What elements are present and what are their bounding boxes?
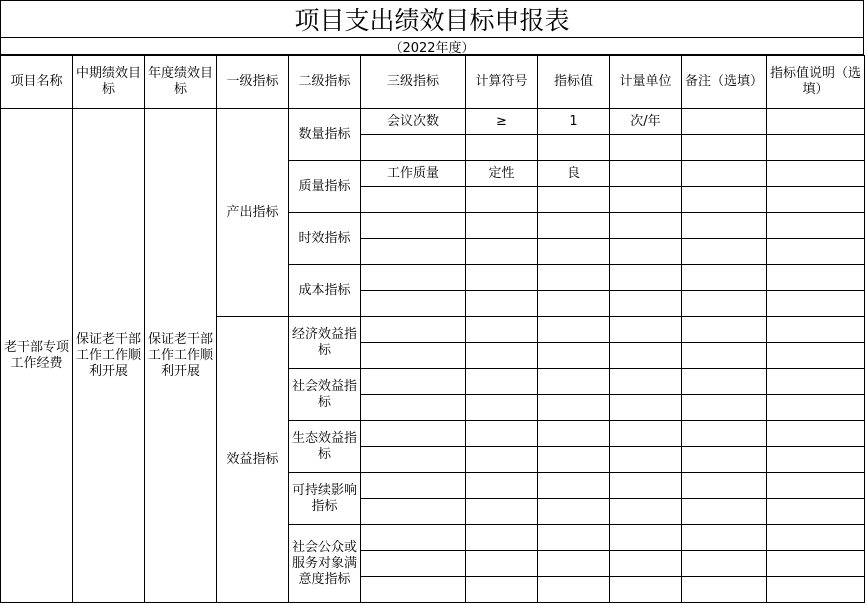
header-cell: 项目名称 [1, 56, 73, 109]
form-year: （2022年度） [0, 37, 864, 55]
header-cell: 计量单位 [610, 56, 682, 109]
explanation-cell [767, 109, 865, 135]
level2-cell: 社会效益指标 [289, 369, 361, 421]
level2-cell: 可持续影响指标 [289, 473, 361, 525]
note-cell [682, 109, 767, 135]
level2-cell: 社会公众或服务对象满意度指标 [289, 525, 361, 603]
mid-term-goal-cell: 保证老干部工作工作顺利开展 [73, 109, 145, 603]
header-cell: 二级指标 [289, 56, 361, 109]
project-name-cell: 老干部专项工作经费 [1, 109, 73, 603]
level2-cell: 质量指标 [289, 161, 361, 213]
header-cell: 中期绩效目标 [73, 56, 145, 109]
header-cell: 指标值说明（选填） [767, 56, 865, 109]
header-row [1, 56, 865, 109]
level2-cell: 成本指标 [289, 265, 361, 317]
table-row [1, 109, 865, 135]
header-cell: 计算符号 [466, 56, 538, 109]
header-cell: 备注（选填） [682, 56, 767, 109]
level2-cell: 经济效益指标 [289, 317, 361, 369]
value-cell: 1 [538, 109, 610, 135]
level2-cell: 数量指标 [289, 109, 361, 161]
header-cell: 一级指标 [217, 56, 289, 109]
level1-benefit-cell: 效益指标 [217, 317, 289, 603]
header-cell: 三级指标 [361, 56, 466, 109]
value-cell: 良 [538, 161, 610, 187]
annual-goal-cell: 保证老干部工作工作顺利开展 [145, 109, 217, 603]
unit-cell [610, 161, 682, 187]
explanation-cell [767, 161, 865, 187]
operator-cell: ≥ [466, 109, 538, 135]
level3-cell: 会议次数 [361, 109, 466, 135]
level1-output-cell: 产出指标 [217, 109, 289, 317]
level3-cell: 工作质量 [361, 161, 466, 187]
operator-cell: 定性 [466, 161, 538, 187]
goals-table [0, 55, 865, 603]
level2-cell: 时效指标 [289, 213, 361, 265]
header-cell: 指标值 [538, 56, 610, 109]
form-title: 项目支出绩效目标申报表 [0, 0, 864, 37]
unit-cell: 次/年 [610, 109, 682, 135]
note-cell [682, 161, 767, 187]
level2-cell: 生态效益指标 [289, 421, 361, 473]
header-cell: 年度绩效目标 [145, 56, 217, 109]
